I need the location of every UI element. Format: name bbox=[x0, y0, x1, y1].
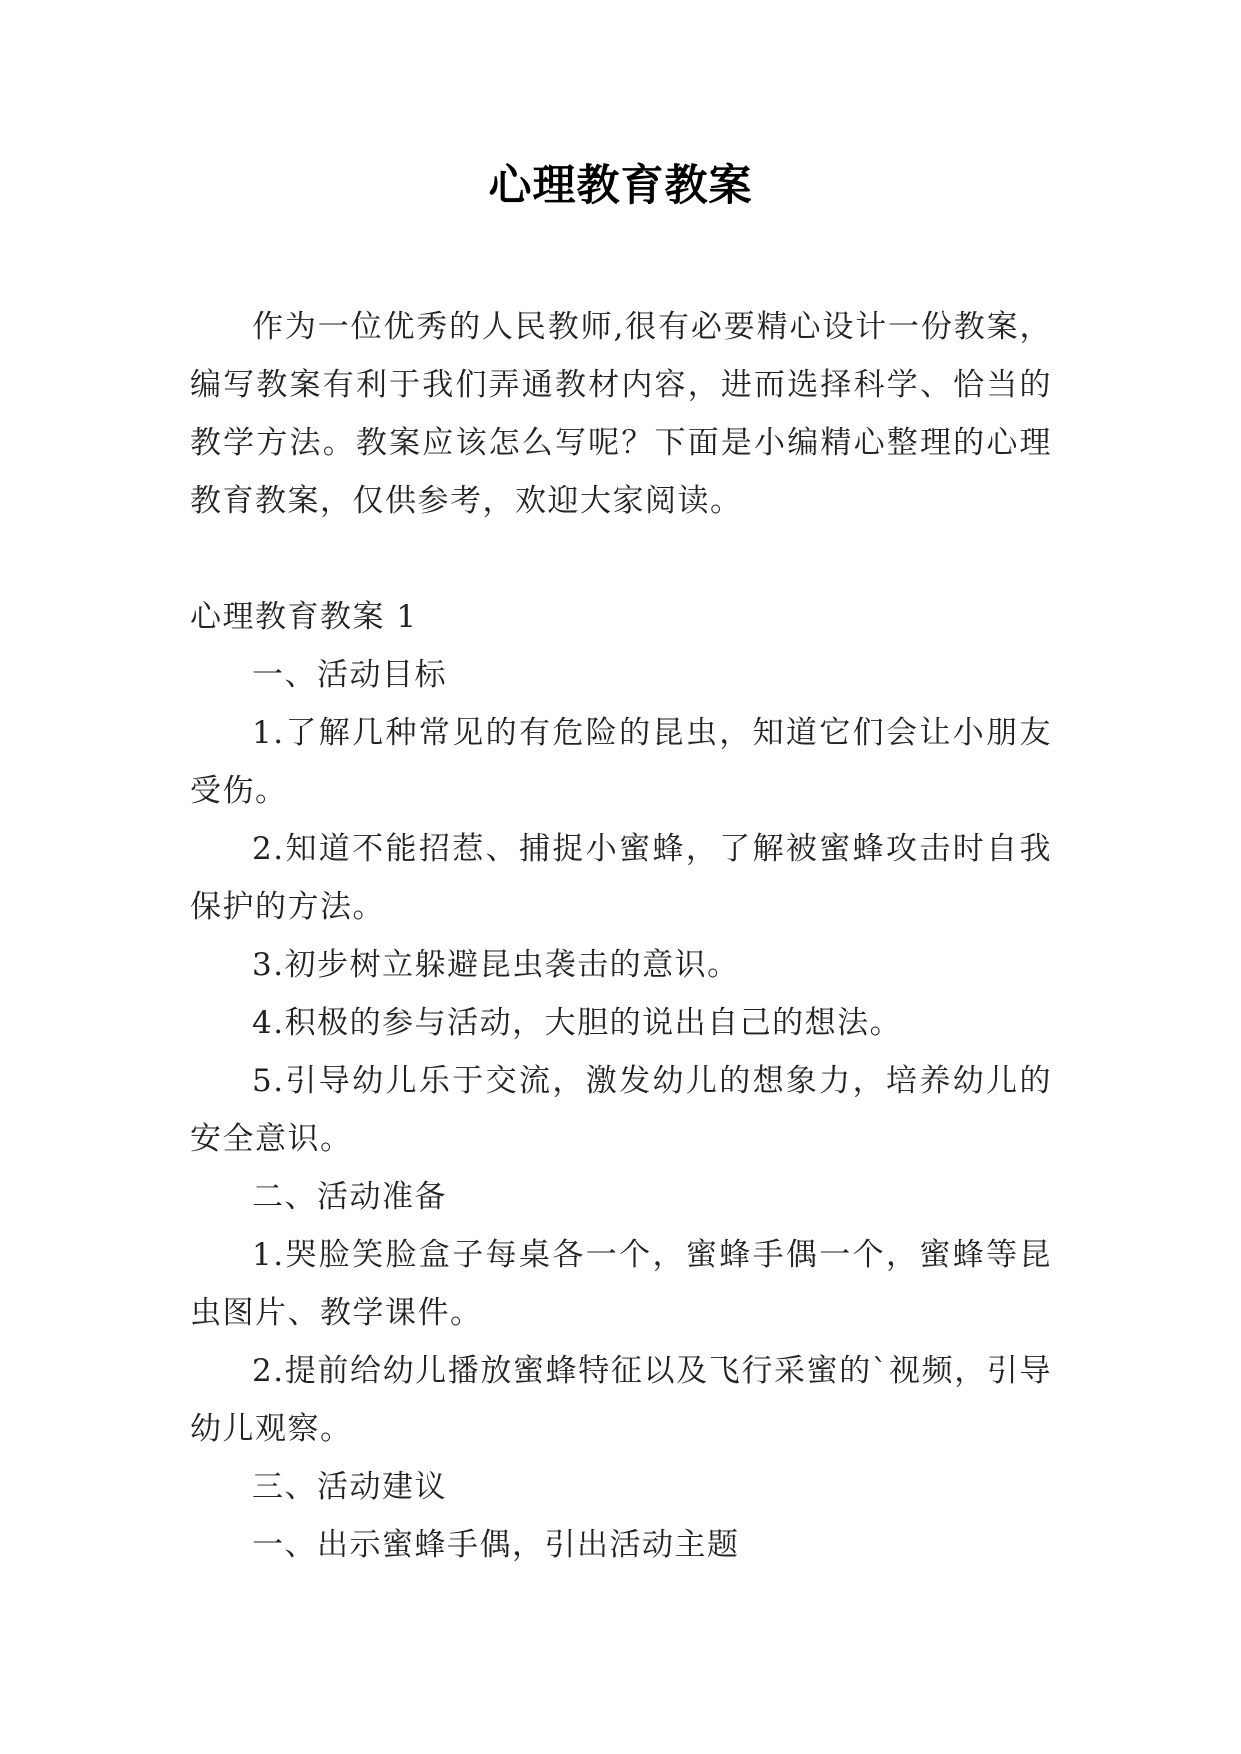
spacer bbox=[190, 530, 1052, 588]
preparation-item-1: 1.哭脸笑脸盒子每桌各一个，蜜蜂手偶一个，蜜蜂等昆虫图片、教学课件。 bbox=[190, 1237, 1052, 1331]
goal-item-1: 1.了解几种常见的有危险的昆虫，知道它们会让小朋友受伤。 bbox=[190, 715, 1052, 809]
goal-item-5: 5.引导幼儿乐于交流，激发幼儿的想象力，培养幼儿的安全意识。 bbox=[190, 1063, 1052, 1157]
document-body bbox=[190, 298, 1052, 1574]
goal-item-3: 3.初步树立躲避昆虫袭击的意识。 bbox=[252, 947, 740, 983]
section-heading: 心理教育教案 1 bbox=[190, 599, 418, 635]
heading-activity-preparation: 二、活动准备 bbox=[252, 1179, 447, 1215]
heading-activity-suggestions: 三、活动建议 bbox=[252, 1469, 447, 1505]
goal-item-4: 4.积极的参与活动，大胆的说出自己的想法。 bbox=[252, 1005, 903, 1041]
preparation-item-2: 2.提前给幼儿播放蜜蜂特征以及飞行采蜜的`视频，引导幼儿观察。 bbox=[190, 1353, 1052, 1447]
heading-activity-goals: 一、活动目标 bbox=[252, 657, 447, 693]
document-title: 心理教育教案 bbox=[488, 161, 753, 211]
intro-paragraph: 作为一位优秀的人民教师,很有必要精心设计一份教案，编写教案有利于我们弄通教材内容，进而选择科学、恰当的教学方法。教案应该怎么写呢？下面是小编精心整理的心理教育教案，仅供参考，欢迎大家阅读。 bbox=[190, 309, 1052, 519]
goal-item-2: 2.知道不能招惹、捕捉小蜜蜂，了解被蜜蜂攻击时自我保护的方法。 bbox=[190, 831, 1052, 925]
suggestion-item-1: 一、出示蜜蜂手偶，引出活动主题 bbox=[252, 1527, 740, 1563]
